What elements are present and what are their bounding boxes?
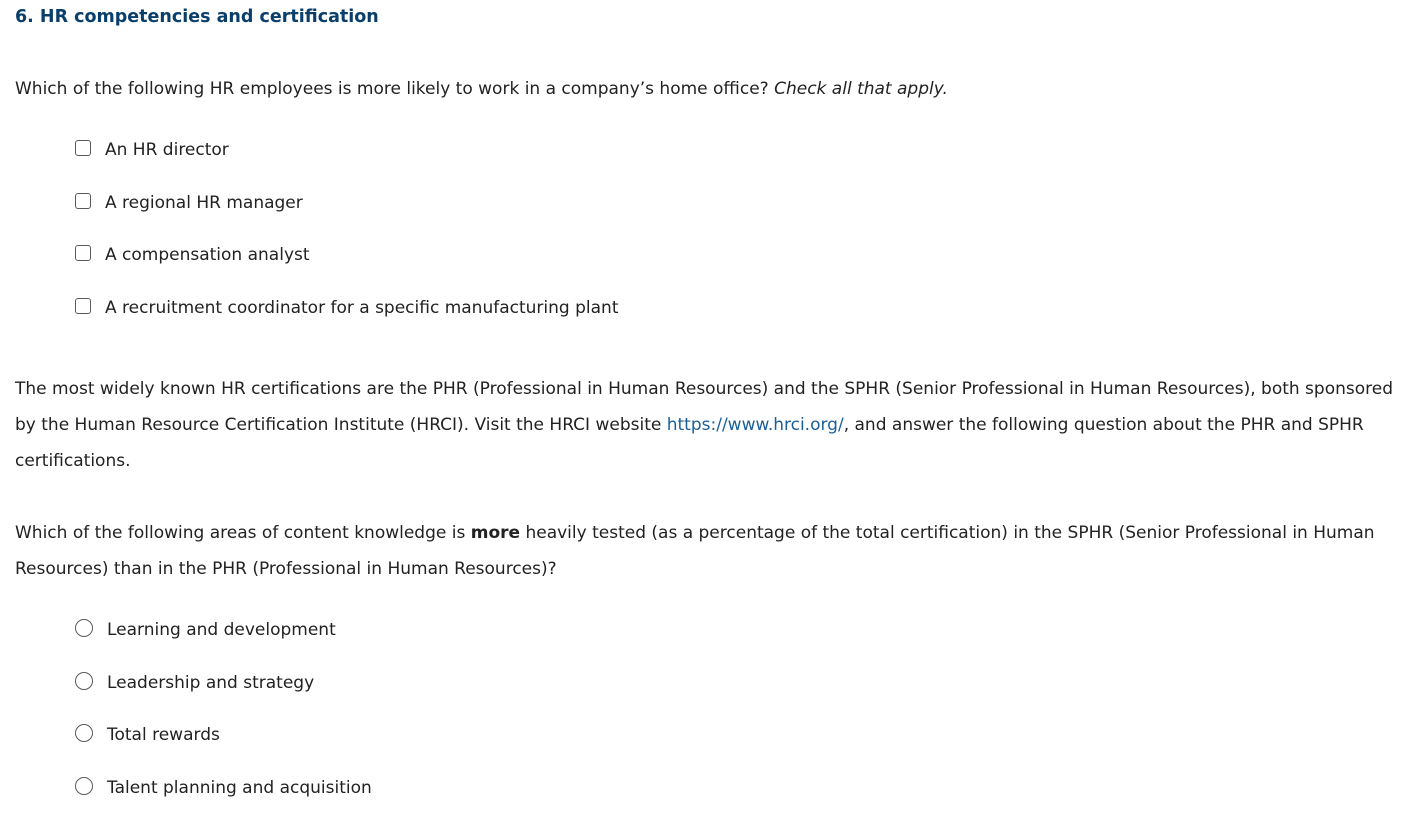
question-1-prompt: Which of the following HR employees is more likely to work in a company’s home office? — [15, 79, 769, 99]
intro-paragraph — [15, 371, 1410, 479]
radio-option-label[interactable]: Talent planning and acquisition — [107, 778, 372, 798]
hrci-website-link[interactable]: https://www.hrci.org/ — [666, 415, 844, 435]
intro-text-after-link: , and answer the following question about the PHR and SPHR certifications. — [15, 415, 1364, 471]
section-title: 6. HR competencies and certification — [15, 7, 379, 27]
radio-button[interactable] — [75, 619, 93, 637]
question-2-emphasis: more — [470, 523, 521, 543]
radio-option-leadership-strategy[interactable] — [75, 671, 314, 695]
checkbox-option-regional-hr-manager[interactable] — [75, 191, 303, 215]
radio-option-learning-development[interactable] — [75, 618, 336, 642]
radio-option-label[interactable]: Learning and development — [107, 620, 336, 640]
checkbox[interactable] — [75, 193, 91, 209]
question-2-text — [15, 515, 1410, 587]
question-1-text — [15, 71, 1410, 107]
checkbox-option-label[interactable]: An HR director — [105, 140, 229, 160]
intro-text-before-link: The most widely known HR certifications are the PHR (Professional in Human Resources) and the SPHR (Senior Professional in Human Resources), both sponsored by the Human Resource Certification Institute (HRCI). Visit the HRCI website — [15, 379, 1394, 435]
question-2-text-after-bold: heavily tested (as a percentage of the total certification) in the SPHR (Senior Professional in Human Resources) than in the PHR (Professional in Human Resources)? — [15, 523, 1375, 579]
radio-option-label[interactable]: Total rewards — [107, 725, 220, 745]
question-2-text-before-bold: Which of the following areas of content knowledge is — [15, 523, 471, 543]
checkbox[interactable] — [75, 140, 91, 156]
question-1-instruction: Check all that apply. — [774, 79, 948, 99]
checkbox-option-hr-director[interactable] — [75, 138, 229, 162]
checkbox-option-recruitment-coordinator[interactable] — [75, 296, 618, 320]
checkbox-option-label[interactable]: A compensation analyst — [105, 245, 310, 265]
checkbox[interactable] — [75, 245, 91, 261]
checkbox-option-label[interactable]: A regional HR manager — [105, 193, 303, 213]
radio-option-total-rewards[interactable] — [75, 723, 220, 747]
radio-button[interactable] — [75, 777, 93, 795]
radio-option-talent-planning[interactable] — [75, 776, 372, 800]
checkbox-option-compensation-analyst[interactable] — [75, 243, 310, 267]
checkbox[interactable] — [75, 298, 91, 314]
radio-button[interactable] — [75, 672, 93, 690]
radio-option-label[interactable]: Leadership and strategy — [107, 673, 315, 693]
checkbox-option-label[interactable]: A recruitment coordinator for a specific manufacturing plant — [105, 298, 619, 318]
radio-button[interactable] — [75, 724, 93, 742]
